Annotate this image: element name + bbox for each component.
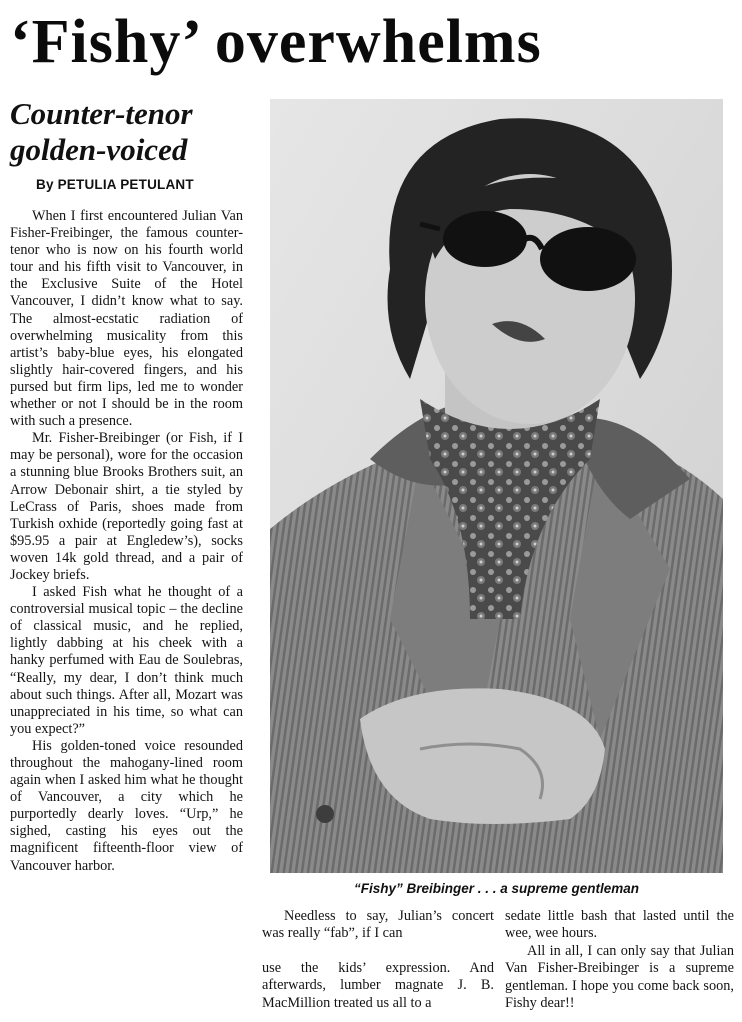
paragraph: Needless to say, Julian’s concert was really “fab”, if I can (262, 908, 494, 942)
paragraph: All in all, I can only say that Julian Van Fisher-Breibinger is a supreme gentleman. I hope you come back soon, Fishy dear!! (505, 942, 734, 1012)
subheadline: Counter-tenor golden-voiced (10, 96, 193, 167)
photo-caption: “Fishy” Breibinger . . . a supreme gentleman (353, 881, 640, 896)
paragraph: I asked Fish what he thought of a controversial musical topic – the decline of classical music, and he replied, lightly dabbing at his cheek with a hanky perfumed with Eau de Soulebras, “Really, my dear, I don’t think much about such things. After all, Mozart was unappreciated in his time, so what can you expect?” (10, 584, 243, 737)
paragraph: His golden-toned voice resounded throughout the mahogany-lined room again when I asked him what he thought of Vancouver, a city which he purportedly dearly loves. “Urp,” he sighed, casting his eyes out the magnificent fifteenth-floor view of Vancouver harbor. (10, 737, 243, 874)
paragraph: When I first encountered Julian Van Fisher-Freibinger, the famous counter-tenor who is now on his fourth world tour and his fifth visit to Vancouver, in the Exclusive Suite of the Hotel Vancouver, I didn’t know what to say. The almost-ecstatic radiation of overwhelming musicality from this artist’s baby-blue eyes, his elongated slightly hair-covered fingers, and his pursed but firm lips, led me to wonder whether or not I should be in the room with such a presence. (10, 208, 243, 430)
article-column-3 (505, 908, 734, 1012)
portrait-photo (270, 99, 723, 873)
headline: ‘Fishy’ overwhelms (10, 8, 542, 76)
paragraph: Mr. Fisher-Breibinger (or Fish, if I may be personal), wore for the occasion a stunning blue Brooks Brothers suit, an Arrow Debonair shirt, a tie styled by LeCrass of Paris, shoes made from Turkish oxhide (reportedly going fast at $95.95 a pair at Engledew’s), socks woven 14k gold thread, and a pair of Jockey briefs. (10, 430, 243, 583)
paragraph: sedate little bash that lasted until the wee, wee hours. (505, 908, 734, 942)
paragraph: use the kids’ expression. And afterwards, lumber magnate J. B. MacMillion treated us all to a (262, 959, 494, 1011)
article-column-1 (10, 208, 243, 875)
portrait-illustration (270, 99, 723, 873)
column-gap (262, 943, 494, 960)
byline: By PETULIA PETULANT (36, 177, 194, 192)
article-column-2 (262, 908, 494, 1012)
